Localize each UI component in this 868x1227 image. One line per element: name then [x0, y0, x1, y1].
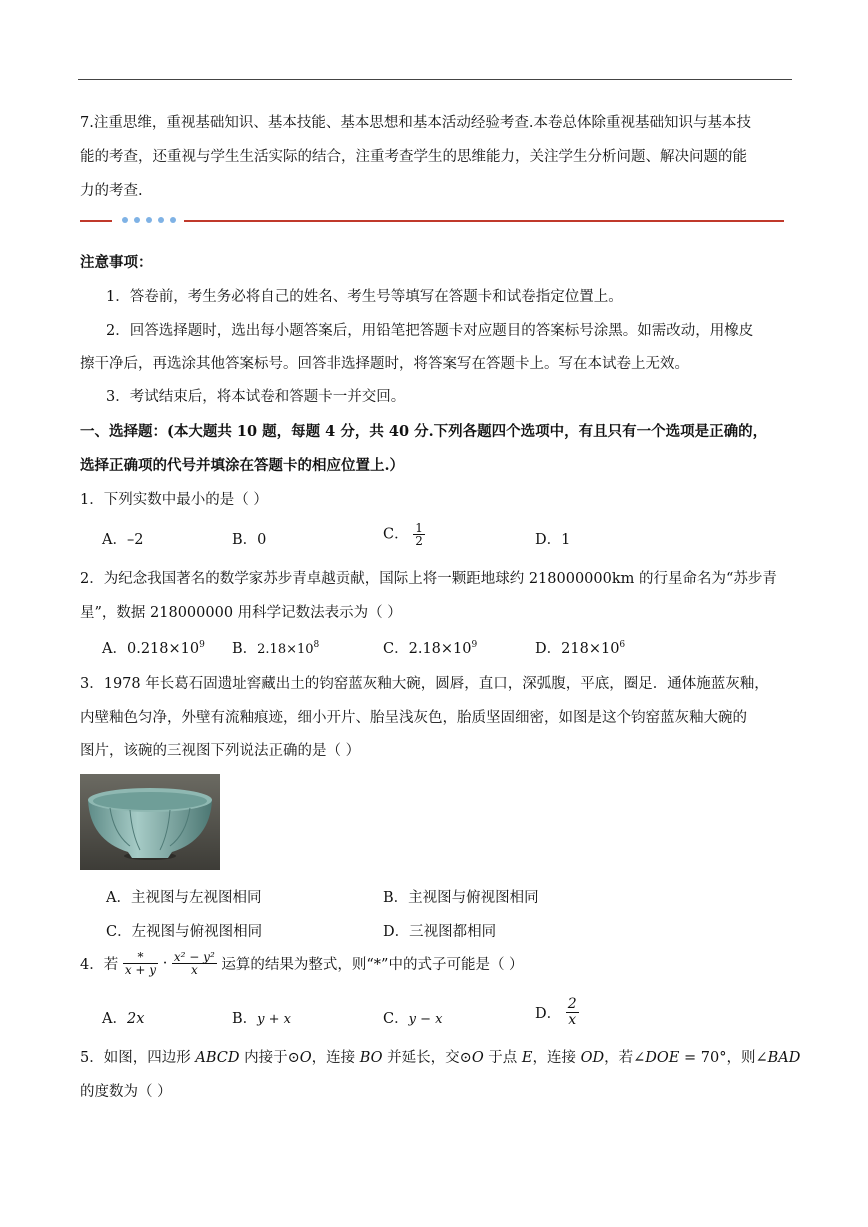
notice-item-3: 3．考试结束后，将本试卷和答题卡一并交回。: [106, 389, 406, 405]
option-value: 0: [257, 532, 267, 548]
option-value: y + x: [257, 1012, 291, 1027]
separator-dot: [170, 217, 176, 223]
section-heading-line-2: 选择正确项的代号并填涂在答题卡的相应位置上.）: [80, 457, 405, 474]
option-value: 1: [561, 532, 571, 548]
separator-line-right: [184, 220, 784, 222]
intro-line-3: 力的考查.: [80, 183, 143, 199]
fraction: [413, 522, 425, 547]
fraction: [566, 997, 579, 1028]
q5-var: O: [299, 1050, 312, 1066]
separator-dot: [146, 217, 152, 223]
intro-line-2: 能的考查，还重视与学生生活实际的结合，注重考查学生的思维能力，关注学生分析问题、解决问题的能: [80, 149, 747, 165]
section-heading-line-1: 一、选择题：(本大题共 10 题，每题 4 分，共 40 分.下列各题四个选项中，有且只有一个选项是正确的，: [80, 423, 768, 440]
header-rule: [78, 79, 792, 80]
q5-var: BAD: [767, 1050, 801, 1066]
fraction-numerator: 2: [567, 996, 577, 1012]
option-value: 0.218×10: [126, 641, 200, 657]
q3-option-b[interactable]: B．主视图与俯视图相同: [383, 890, 539, 906]
q5-text: ，若∠: [604, 1050, 646, 1066]
fraction-denominator: x: [568, 1012, 577, 1028]
fraction-numerator: x² − y²: [173, 950, 215, 964]
option-value: 218×10: [561, 641, 620, 657]
q5-stem-line-1: [80, 1046, 800, 1067]
q5-var: OD: [580, 1050, 605, 1066]
q2-stem-line-1: 2．为纪念我国著名的数学家苏步青卓越贡献，国际上将一颗距地球约 218000000km 的行星命名为“苏步青: [80, 571, 777, 587]
exponent: 6: [619, 640, 626, 651]
q4-dot: ·: [162, 955, 168, 972]
option-label: D．: [535, 641, 562, 657]
option-value: 2.18×10: [408, 641, 472, 657]
q4-option-a[interactable]: [102, 1007, 144, 1028]
option-value: –2: [126, 532, 144, 548]
q2-option-d[interactable]: [535, 637, 625, 658]
option-label: B．: [232, 532, 258, 548]
section-separator: [80, 214, 784, 228]
q4-fraction-1: [123, 951, 158, 976]
q3-option-a[interactable]: A．主视图与左视图相同: [106, 890, 262, 906]
fraction-denominator: x + y: [124, 963, 157, 977]
fraction-numerator: 1: [415, 521, 423, 535]
q5-text: = 70°，则∠: [679, 1050, 768, 1066]
exponent: 9: [471, 640, 478, 651]
q3-option-d[interactable]: D．三视图都相同: [383, 924, 497, 940]
q4-prefix: 4．若: [80, 957, 119, 973]
option-label: C．: [383, 641, 409, 657]
q1-option-b[interactable]: [232, 528, 266, 549]
q1-stem: 1．下列实数中最小的是（ ）: [80, 492, 268, 508]
q5-stem-line-2: 的度数为（ ）: [80, 1084, 172, 1100]
fraction-numerator: *: [123, 951, 158, 964]
option-label: C．: [383, 1011, 409, 1027]
q5-var: DOE: [645, 1050, 680, 1066]
q5-text: ，连接: [532, 1050, 581, 1066]
bowl-photo: [80, 774, 220, 870]
q2-option-b[interactable]: [232, 637, 319, 658]
q5-text: ，连接: [311, 1050, 360, 1066]
q4-stem: [80, 951, 524, 976]
exponent: 9: [199, 640, 205, 651]
q5-text: 并延长，交⊙: [382, 1050, 472, 1066]
q5-text: 内接于⊙: [239, 1050, 300, 1066]
separator-dot: [158, 217, 164, 223]
q4-option-b[interactable]: [232, 1007, 291, 1028]
option-label: D．: [535, 532, 562, 548]
q5-var: O: [471, 1050, 484, 1066]
option-value: 2x: [126, 1011, 145, 1027]
q1-option-d[interactable]: [535, 528, 570, 549]
fraction-denominator: x: [190, 963, 198, 977]
separator-line-left: [80, 220, 112, 222]
separator-dot: [134, 217, 140, 223]
fraction-denominator: 2: [415, 534, 423, 548]
q1-option-c[interactable]: [383, 522, 425, 547]
q4-suffix: 运算的结果为整式，则“*”中的式子可能是（ ）: [221, 957, 524, 973]
notice-title: 注意事项：: [80, 254, 153, 271]
exponent: 8: [313, 640, 320, 651]
q1-option-a[interactable]: [102, 528, 143, 549]
intro-paragraph-7: [80, 106, 792, 208]
option-label: A．: [102, 641, 127, 657]
q5-var: E: [521, 1050, 533, 1066]
option-label: D．: [535, 1006, 562, 1022]
option-value: 2.18×10: [257, 642, 314, 657]
q5-var: BO: [359, 1050, 383, 1066]
option-value: y − x: [408, 1012, 443, 1027]
notice-item-1: 1．答卷前，考生务必将自己的姓名、考生号等填写在答题卡和试卷指定位置上。: [106, 289, 623, 305]
intro-line-1: 7.注重思维，重视基础知识、基本技能、基本思想和基本活动经验考查.本卷总体除重视基础知识与基本技: [80, 115, 751, 131]
q3-stem-line-1: 3．1978 年长葛石固遗址窖藏出土的钧窑蓝灰釉大碗，圆唇，直口，深弧腹，平底，圈足．通体施蓝灰釉，: [80, 676, 769, 692]
notice-item-2-line-1: 2．回答选择题时，选出每小题答案后，用铅笔把答题卡对应题目的答案标号涂黑。如需改动，用橡皮: [106, 323, 754, 339]
q5-text: 5．如图，四边形: [80, 1050, 196, 1066]
option-label: B．: [232, 1011, 258, 1027]
q5-text: 于点: [483, 1050, 522, 1066]
option-label: B．: [232, 641, 258, 657]
notice-item-2-line-2: 擦干净后，再选涂其他答案标号。回答非选择题时，将答案写在答题卡上。写在本试卷上无效。: [80, 356, 689, 372]
q2-stem-line-2: 星”，数据 218000000 用科学记数法表示为（ ）: [80, 605, 402, 621]
q2-option-a[interactable]: [102, 637, 205, 658]
q3-option-c[interactable]: C．左视图与俯视图相同: [106, 924, 263, 940]
option-label: A．: [102, 1011, 127, 1027]
q4-option-d[interactable]: [535, 997, 579, 1028]
option-label: A．: [102, 532, 127, 548]
q3-stem-line-3: 图片，该碗的三视图下列说法正确的是（ ）: [80, 743, 361, 759]
q4-fraction-2: [172, 951, 217, 976]
q2-option-c[interactable]: [383, 637, 477, 658]
option-label: C．: [383, 526, 409, 543]
separator-dot: [122, 217, 128, 223]
q3-stem-line-2: 内壁釉色匀净，外壁有流釉痕迹，细小开片、胎呈浅灰色，胎质坚固细密，如图是这个钧窑蓝灰釉大碗的: [80, 710, 747, 726]
q4-option-c[interactable]: [383, 1007, 442, 1028]
q5-var: ABCD: [195, 1050, 240, 1066]
